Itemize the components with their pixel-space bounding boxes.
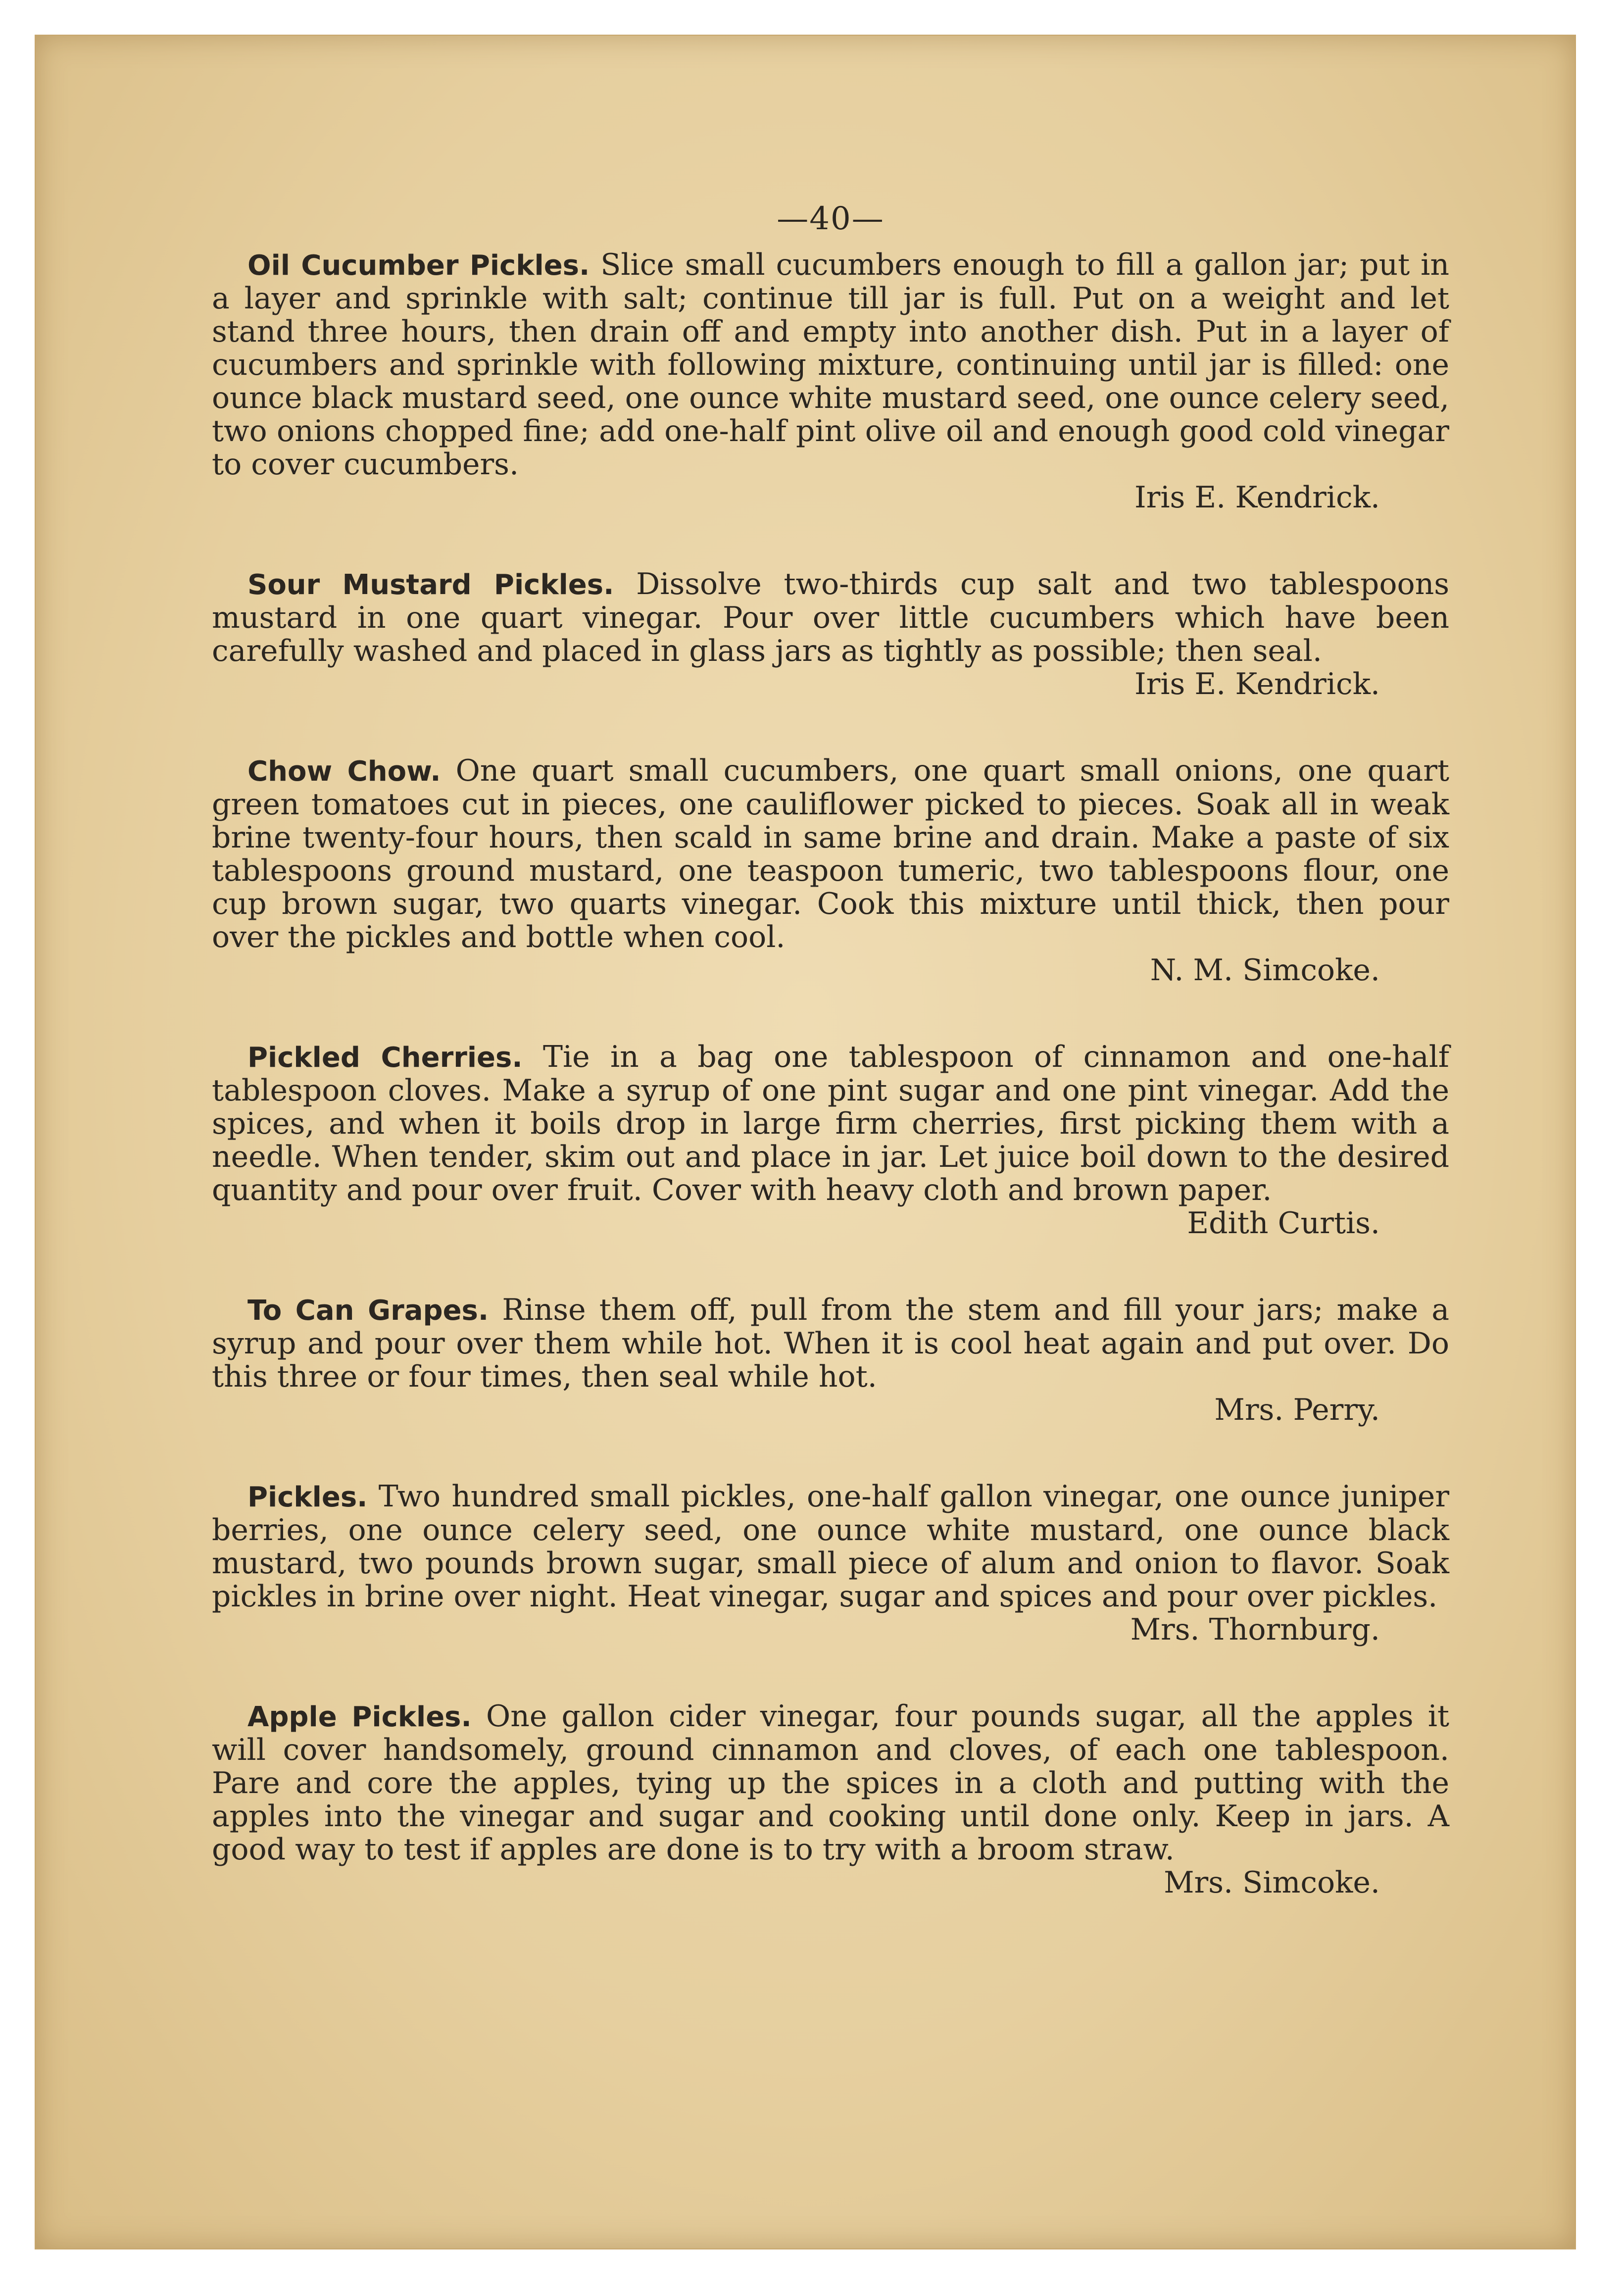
recipe <box>212 1700 1449 1899</box>
recipe-text: Dissolve two-thirds cup salt and two tablespoons mustard in one quart vinegar. Pour over little cucumbers which have been carefully washed and placed in glass jars as tightly as possible; then seal. <box>212 567 1449 668</box>
recipe-text: Two hundred small pickles, one-half gallon vinegar, one ounce juniper berries, one ounce celery seed, one ounce white mustard, one ounce black mustard, two pounds brown sugar, small piece of alum and onion to flavor. Soak pickles in brine over night. Heat vinegar, sugar and spices and pour over pickles. <box>212 1479 1449 1614</box>
recipe-author: Edith Curtis. <box>1187 1206 1380 1241</box>
recipe-body <box>212 249 1449 481</box>
recipe <box>212 1041 1449 1240</box>
recipe-title: Chow Chow. <box>247 755 441 788</box>
recipe-author: Mrs. Perry. <box>1214 1393 1380 1427</box>
recipe-body <box>212 1480 1449 1613</box>
recipe-title: Oil Cucumber Pickles. <box>247 250 590 282</box>
text-column <box>212 199 1449 1953</box>
recipe <box>212 1480 1449 1647</box>
book-page <box>35 35 1576 2249</box>
recipe-title: Pickles. <box>247 1481 368 1513</box>
recipe-author: Mrs. Simcoke. <box>1164 1865 1380 1900</box>
recipe-title: Sour Mustard Pickles. <box>247 569 614 601</box>
recipe-author: Iris E. Kendrick. <box>1134 480 1380 515</box>
recipe-author: Mrs. Thornburg. <box>1130 1612 1380 1647</box>
recipe-body <box>212 1700 1449 1866</box>
recipe <box>212 568 1449 701</box>
recipe-body <box>212 568 1449 668</box>
recipe-title: Apple Pickles. <box>247 1701 472 1733</box>
recipe-body <box>212 754 1449 954</box>
recipe-author: Iris E. Kendrick. <box>1134 667 1380 701</box>
recipe-text: One gallon cider vinegar, four pounds sugar, all the apples it will cover handsomely, ground cinnamon and cloves, of each one tablespoon. Pare and core the apples, tying up the spices in a cloth and putting with the apples into the vinegar and sugar and cooking until done only. Keep in jars. A good way to test if apples are done is to try with a broom straw. <box>212 1699 1449 1867</box>
recipe <box>212 1294 1449 1427</box>
recipe-text: One quart small cucumbers, one quart small onions, one quart green tomatoes cut in pieces, one cauliflower picked to pieces. Soak all in weak brine twenty-four hours, then scald in same brine and drain. Make a paste of six tablespoons ground mustard, one teaspoon tumeric, two tablespoons flour, one cup brown sugar, two quarts vinegar. Cook this mixture until thick, then pour over the pickles and bottle when cool. <box>212 753 1449 954</box>
recipe-text: Tie in a bag one tablespoon of cinnamon and one-half tablespoon cloves. Make a syrup of one pint sugar and one pint vinegar. Add the spices, and when it boils drop in large firm cherries, first picking them with a needle. When tender, skim out and place in jar. Let juice boil down to the desired quantity and pour over fruit. Cover with heavy cloth and brown paper. <box>212 1040 1449 1207</box>
recipe-text: Rinse them off, pull from the stem and fill your jars; make a syrup and pour over them while hot. When it is cool heat again and put over. Do this three or four times, then seal while hot. <box>212 1293 1449 1394</box>
recipe-body <box>212 1041 1449 1207</box>
recipe <box>212 754 1449 987</box>
recipe-text: Slice small cucumbers enough to fill a gallon jar; put in a layer and sprinkle with salt; continue till jar is full. Put on a weight and let stand three hours, then drain off and empty into another dish. Put in a layer of cucumbers and sprinkle with following mixture, continuing until jar is filled: one ounce black mustard seed, one ounce white mustard seed, one ounce celery seed, two onions chopped fine; add one-half pint olive oil and enough good cold vinegar to cover cucumbers. <box>212 248 1449 482</box>
recipe <box>212 249 1449 514</box>
recipe-body <box>212 1294 1449 1394</box>
recipe-title: Pickled Cherries. <box>247 1042 523 1074</box>
page-number: —40— <box>777 200 885 237</box>
recipe-title: To Can Grapes. <box>247 1295 489 1327</box>
recipe-author: N. M. Simcoke. <box>1150 953 1380 988</box>
